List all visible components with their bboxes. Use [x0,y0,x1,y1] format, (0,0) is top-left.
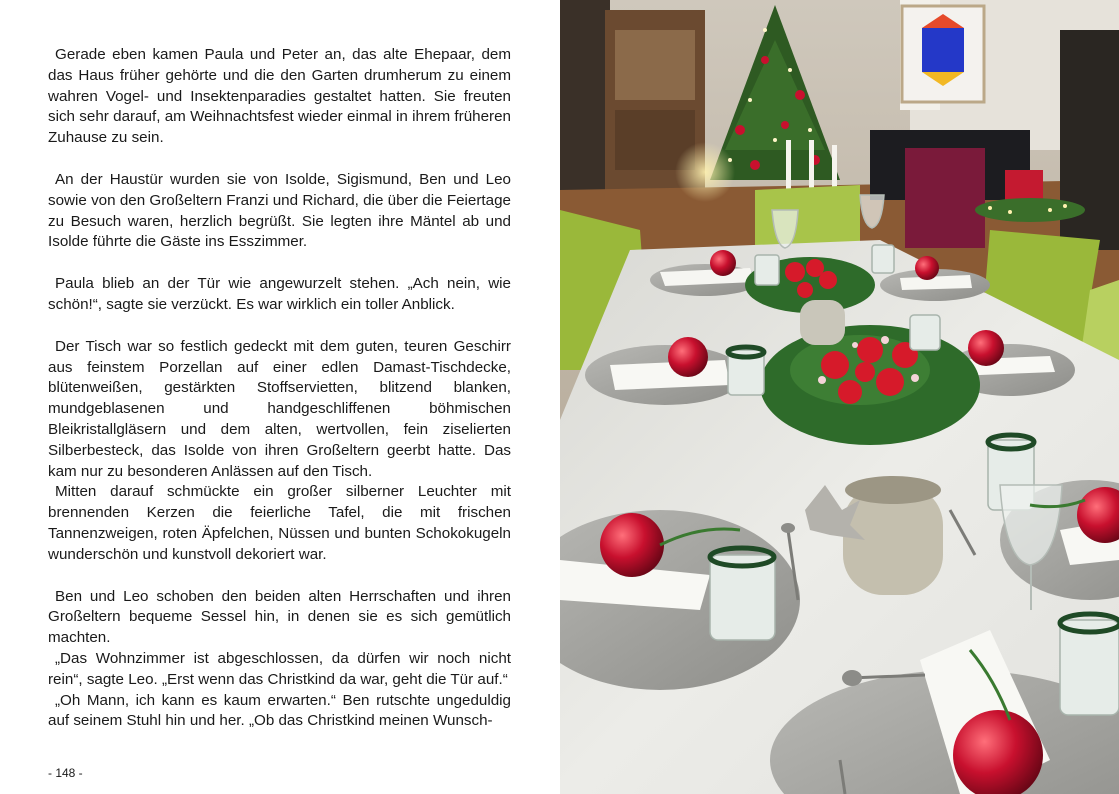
paragraph-5: Mitten darauf schmückte ein großer silberner Leuchter mit brennenden Kerzen die feierliche Tafel, die mit frischen Tannenzweigen, roten Äpfelchen, Nüssen und bunten Schokokugeln wunderschön und kunstvoll dekoriert war. [48,483,511,563]
christmas-table-photo [560,0,1119,794]
photo-illustration [560,0,1119,794]
paragraph-2: An der Haustür wurden sie von Isolde, Sigismund, Ben und Leo sowie von den Großeltern Franzi und Richard, die über die Feiertage zu Besuch waren, herzlich begrüßt. Sie legten ihre Mäntel ab und Isolde führte die Gäste ins Esszimmer. [48,170,511,251]
body-text [48,45,511,732]
paragraph-7: „Das Wohnzimmer ist abgeschlossen, da dürfen wir noch nicht rein“, sagte Leo. „Erst wenn das Christkind da war, geht die Tür auf.“ [48,649,511,688]
paragraph-6: Ben und Leo schoben den beiden alten Herrschaften und ihren Großeltern bequeme Sessel hin, in denen sie es sich gemütlich machten. [48,587,511,647]
page-number: - 148 - [48,766,83,780]
paragraph-3: Paula blieb an der Tür wie angewurzelt stehen. „Ach nein, wie schön!“, sagte sie verzückt. Es war wirklich ein toller Anblick. [48,275,511,313]
paragraph-1: Gerade eben kamen Paula und Peter an, das alte Ehepaar, dem das Haus früher gehörte und die den Garten drumherum zu einem wahren Vogel- und Insektenparadies gestaltet hatten. Sie freuten sich sehr darauf, am Weihnachtsfest wieder einmal in ihrem früheren Zuhause zu sein. [48,46,511,147]
paragraph-8: „Oh Mann, ich kann es kaum erwarten.“ Ben rutschte ungeduldig auf seinem Stuhl hin und her. „Ob das Christkind meinen Wunsch- [48,691,511,730]
paragraph-4: Der Tisch war so festlich gedeckt mit dem guten, teuren Geschirr aus feinstem Porzellan auf einer edlen Damast-Tischdecke, blütenweißen, gestärkten Stoffservietten, blitzend blanken, mundgeblasenen und handgeschliffenen böhmischen Bleikristallgläsern und dem alten, wertvollen, fein ziselierten Silberbesteck, das Isolde von ihren Großeltern geerbt hatte. Das kam nur zu besonderen Anlässen auf den Tisch. [48,337,511,480]
